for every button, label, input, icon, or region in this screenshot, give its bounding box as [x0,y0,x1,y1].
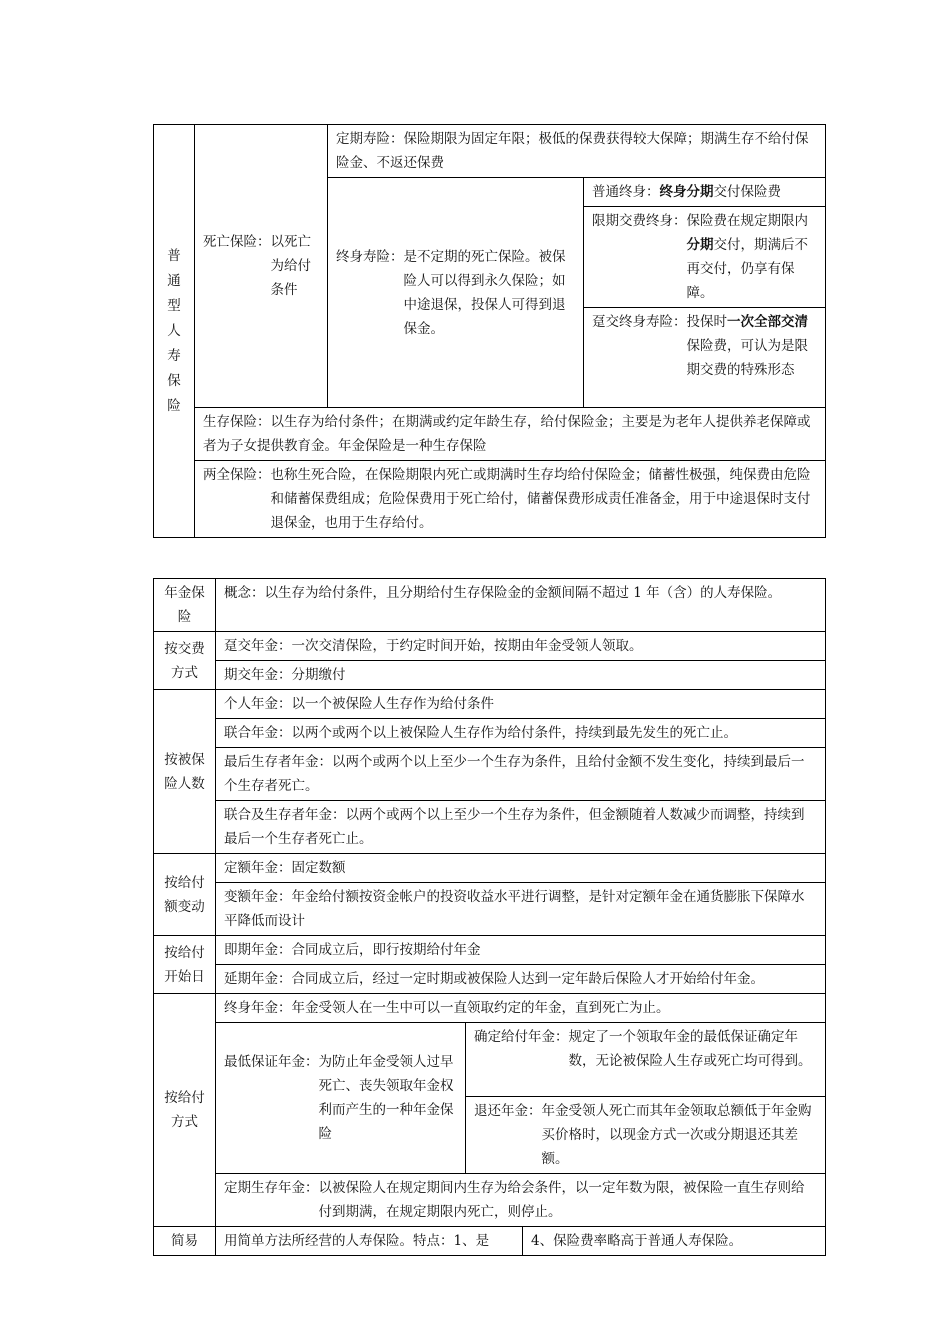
start-date-heading: 按给付开始日 [154,936,216,994]
annuity-concept: 概念：以生存为给付条件，且分期给付生存保险金的金额间隔不超过 1 年（含）的人寿保险。 [216,579,826,632]
endow-label: 两全保险： [203,467,271,483]
simple-heading: 简易 [154,1227,216,1256]
survival-insurance-cell: 生存保险：以生存为给付条件；在期满或约定年龄生存，给付保险金；主要是为老年人提供养老保障或者为子女提供教育金。年金保险是一种生存保险 [195,408,826,461]
fixed-text: 规定了一个领取年金的最低保证确定年数，无论被保险人生存或死亡均可得到。 [568,1029,812,1069]
last-survivor-annuity: 最后生存者年金：以两个或两个以上至少一个生存为条件，且给付金额不发生变化，持续到最后一个生存者死亡。 [216,748,826,801]
term-label: 定期寿险： [336,131,404,147]
variable-annuity: 变额年金：年金给付额按资金帐户的投资收益水平进行调整，是针对定额年金在通货膨胀下保障水平降低而设计 [216,883,826,936]
normal-text: 交付保险费 [713,184,781,200]
annuity-insurance-table [153,578,826,1256]
normal-bold: 终身分期 [659,184,714,200]
whole-life-cell [328,178,584,408]
limited-text-c: 交付，期满后不再交付，仍享有保障。 [686,237,808,301]
period-label: 定期生存年金： [224,1180,319,1196]
normal-label: 普通终身： [592,184,660,200]
side-char: 保 [167,372,181,389]
certain-annuity-cell [466,1023,826,1097]
individual-annuity: 个人年金：以一个被保险人生存作为给付条件 [216,690,826,719]
joint-annuity: 联合年金：以两个或两个以上被保险人生存作为给付条件，持续到最先发生的死亡止。 [216,719,826,748]
side-char: 人 [167,322,181,339]
pay-method-heading: 按交费方式 [154,632,216,690]
endow-text: 也称生死合险，在保险期限内死亡或期满时生存均给付保险金；储蓄性极强，纯保费由危险和储蓄保费组成；危险保费用于死亡给付，储蓄保费形成责任准备金，用于中途退保时支付退保金，也用于生存给付。 [270,467,811,531]
ordinary-life-insurance-table [153,124,826,538]
deferred-annuity: 延期年金：合同成立后，经过一定时期或被保险人达到一定年龄后保险人才开始给付年金。 [216,965,826,994]
single-annuity: 趸交年金：一次交清保险，于约定时间开始，按期由年金受领人领取。 [216,632,826,661]
side-char: 普 [167,247,181,264]
annuity-heading: 年金保险 [154,579,216,632]
refund-text: 年金受领人死亡而其年金领取总额低于年金购买价格时，以现金方式一次或分期退还其差额。 [541,1103,812,1167]
single-text-c: 保险费，可认为是限期交费的特殊形态 [686,338,808,378]
limited-bold: 分期 [686,237,714,253]
whole-label: 终身寿险： [336,248,404,265]
amount-change-heading: 按给付额变动 [154,854,216,936]
fixed-amount-annuity: 定额年金：固定数额 [216,854,826,883]
minimum-guarantee-cell [216,1023,466,1174]
single-bold: 一次全部交清 [727,314,808,330]
endowment-cell [195,461,826,538]
simple-desc-1: 用简单方法所经营的人寿保险。特点：1、是 [216,1227,523,1256]
limited-text-a: 保险费在规定期限内 [686,213,808,229]
payment-method-heading: 按给付方式 [154,994,216,1227]
term-life-cell [328,125,826,178]
life-annuity: 终身年金：年金受领人在一生中可以一直领取约定的年金，直到死亡为止。 [216,994,826,1023]
installment-annuity: 期交年金：分期缴付 [216,661,826,690]
single-label: 趸交终身寿险： [592,314,687,330]
term-text: 保险期限为固定年限；极低的保费获得较大保障；期满生存不给付保险金、不返还保费 [336,131,809,171]
min-label: 最低保证年金： [224,1054,319,1070]
insured-count-heading: 按被保险人数 [154,690,216,854]
side-char: 型 [167,297,181,314]
simple-desc-2: 4、保险费率略高于普通人寿保险。 [523,1227,826,1256]
joint-survivor-annuity: 联合及生存者年金：以两个或两个以上至少一个生存为条件，但金额随着人数减少而调整，持续到最后一个生存者死亡止。 [216,801,826,854]
refund-label: 退还年金： [474,1103,542,1119]
normal-whole-cell [584,178,826,207]
fixed-label: 确定给付年金： [474,1029,569,1045]
single-pay-cell [584,308,826,408]
death-label: 死亡保险： [203,234,271,250]
side-heading [154,125,195,538]
immediate-annuity: 即期年金：合同成立后，即行按期给付年金 [216,936,826,965]
refund-annuity-cell [466,1097,826,1174]
side-char: 险 [167,397,181,414]
period-text: 以被保险人在规定期间内生存为给会条件，以一定年数为限，被保险一直生存则给付到期满，在规定期限内死亡，则停止。 [318,1180,805,1220]
side-char: 通 [167,272,181,289]
single-text-a: 投保时 [686,314,727,330]
side-char: 寿 [167,347,181,364]
whole-text: 是不定期的死亡保险。被保险人可以得到永久保险；如中途退保，投保人可得到退保金。 [403,248,566,337]
min-text: 为防止年金受领人过早死亡、丧失领取年金权利而产生的一种年金保险 [318,1054,454,1142]
temporary-life-annuity-cell [216,1174,826,1227]
limited-pay-cell [584,207,826,308]
death-text: 以死亡为给付条件 [270,234,311,298]
limited-label: 限期交费终身： [592,213,687,229]
death-insurance-cell [195,125,328,408]
